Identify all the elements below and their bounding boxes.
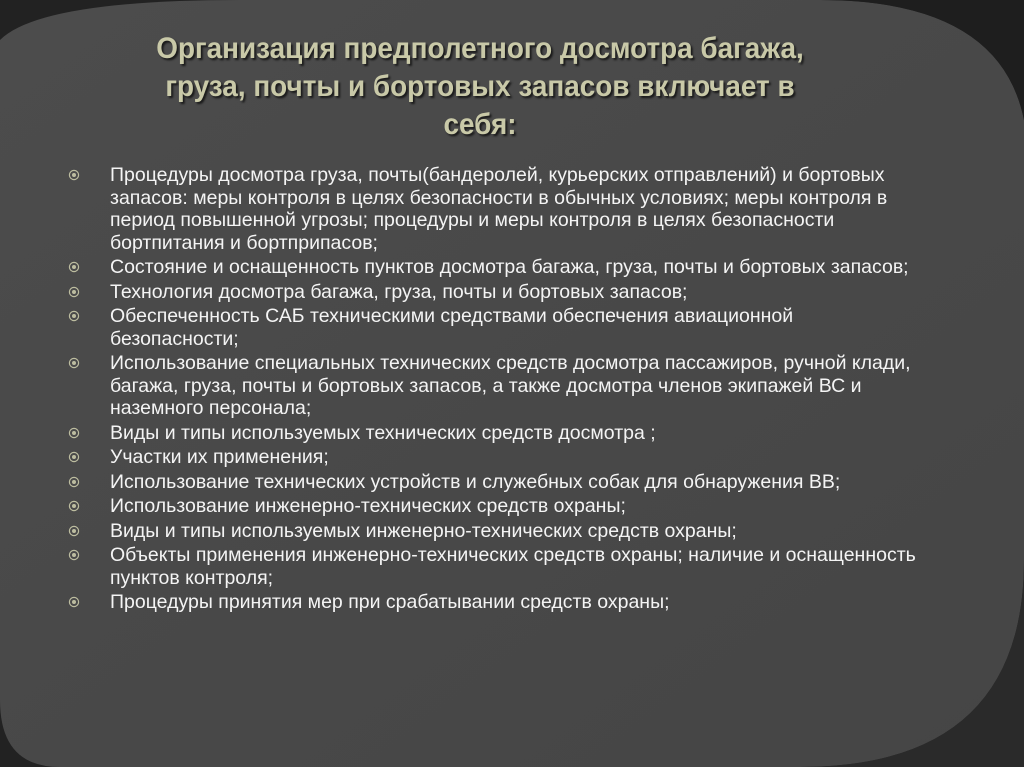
list-item-text: Состояние и оснащенность пунктов досмотра багажа, груза, почты и бортовых запасов; bbox=[110, 256, 909, 278]
list-item bbox=[64, 495, 924, 518]
list-item-text: Использование специальных технических средств досмотра пассажиров, ручной клади, багажа, груза, почты и бортовых запасов, а также досмотра членов экипажей ВС и наземного персонала; bbox=[110, 352, 911, 419]
list-item bbox=[64, 422, 924, 445]
circle-dot-icon bbox=[68, 476, 80, 488]
circle-dot-icon bbox=[68, 169, 80, 181]
list-item bbox=[64, 281, 924, 304]
list-item bbox=[64, 352, 924, 420]
list-item-text: Процедуры досмотра груза, почты(бандеролей, курьерских отправлений) и бортовых запасов: меры контроля в целях безопасности в обычных условиях; меры контроля в период повышенной угрозы; процедуры и меры контроля в целях безопасности бортпитания и бортприпасов; bbox=[110, 164, 888, 254]
list-item bbox=[64, 591, 924, 614]
bullet-list bbox=[64, 164, 924, 616]
list-item bbox=[64, 520, 924, 543]
circle-dot-icon bbox=[68, 310, 80, 322]
circle-dot-icon bbox=[68, 286, 80, 298]
circle-dot-icon bbox=[68, 525, 80, 537]
list-item-text: Обеспеченность САБ техническими средствами обеспечения авиационной безопасности; bbox=[110, 305, 794, 350]
circle-dot-icon bbox=[68, 500, 80, 512]
circle-dot-icon bbox=[68, 427, 80, 439]
slide-title: Организация предполетного досмотра багажа, груза, почты и бортовых запасов включает в себя: bbox=[156, 32, 804, 141]
circle-dot-icon bbox=[68, 549, 80, 561]
circle-dot-icon bbox=[68, 596, 80, 608]
list-item-text: Использование технических устройств и служебных собак для обнаружения ВВ; bbox=[110, 470, 841, 493]
list-item-text: Технология досмотра багажа, груза, почты и бортовых запасов; bbox=[110, 280, 688, 303]
list-item-text: Виды и типы используемых инженерно-технических средств охраны; bbox=[110, 519, 737, 542]
list-item bbox=[64, 544, 924, 589]
circle-dot-icon bbox=[68, 451, 80, 463]
list-item-text: Виды и типы используемых технических средств досмотра ; bbox=[110, 421, 656, 444]
circle-dot-icon bbox=[68, 261, 80, 273]
list-item-text: Объекты применения инженерно-технических средств охраны; наличие и оснащенность пунктов контроля; bbox=[110, 544, 916, 589]
list-item-text: Использование инженерно-технических средств охраны; bbox=[110, 495, 626, 517]
list-item bbox=[64, 471, 924, 494]
circle-dot-icon bbox=[68, 357, 80, 369]
list-item-text: Участки их применения; bbox=[110, 446, 329, 468]
list-item-text: Процедуры принятия мер при срабатывании средств охраны; bbox=[110, 591, 670, 613]
list-item bbox=[64, 446, 924, 469]
list-item bbox=[64, 256, 924, 279]
list-item bbox=[64, 164, 924, 254]
list-item bbox=[64, 305, 924, 350]
